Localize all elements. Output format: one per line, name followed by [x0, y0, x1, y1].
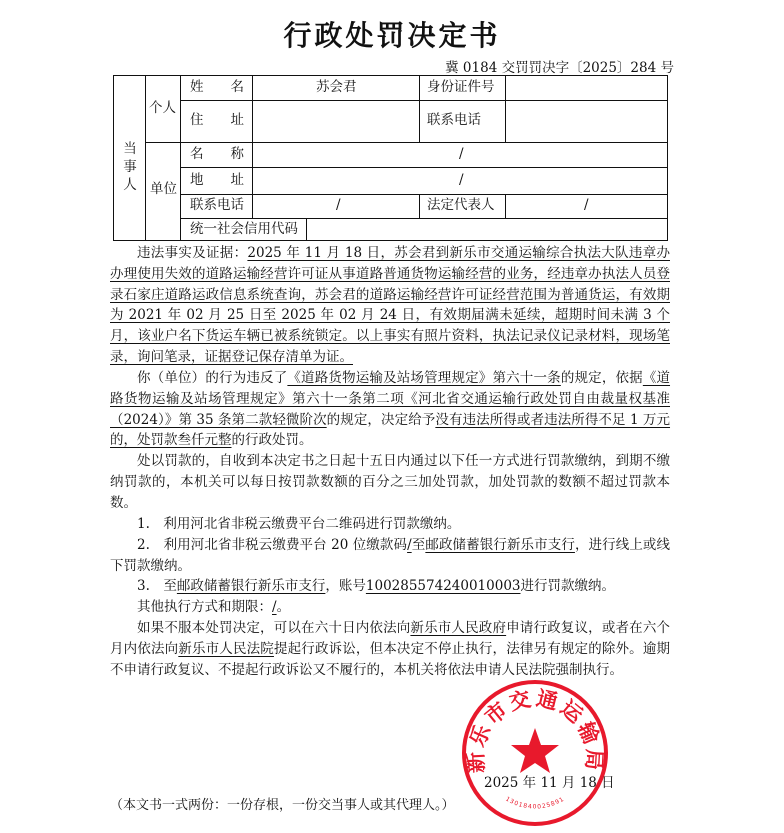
document-number: 冀 0184 交罚罚决字〔2025〕284 号: [445, 60, 674, 76]
appeal-paragraph: [110, 618, 670, 680]
method-3-text-b: ，账号: [325, 578, 366, 594]
seal-number: 1301840025891: [504, 795, 566, 811]
unit-phone-value: /: [336, 197, 341, 213]
unit-name-value: /: [459, 146, 464, 162]
document-title: 行政处罚决定书: [283, 19, 501, 52]
violation-text-3: 的规定，决定给予: [326, 411, 436, 428]
legal-basis: 《道路货物运输及站场管理规定》第六十一条第二项《河北省交通运输行政处罚自由裁量权基准（2024）》第 35 条第二款轻微阶次: [110, 370, 671, 428]
appeal-text-b: 申请行政复议，或者在六个月内依法向: [110, 620, 671, 657]
unit-label: 单位: [150, 181, 177, 197]
name-value: 苏会君: [316, 79, 357, 95]
seal-text: 新乐市交通运输局: [462, 685, 608, 774]
facts-lead: 违法事实及证据：: [137, 245, 248, 261]
party-label: 当事人: [123, 141, 137, 193]
method-3-bank: 邮政储蓄银行新乐市支行: [176, 578, 326, 594]
party-info-table: [113, 75, 668, 241]
phone-label: 联系电话: [427, 112, 481, 128]
penalty: 没有违法所得或者违法所得不足 1 万元的，处罚款叁仟元整: [110, 411, 671, 449]
payment-intro: 处以罚款的，自收到本决定书之日起十五日内通过以下任一方式进行罚款缴纳，到期不缴纳罚款的，本机关可以每日按罚款数额的百分之三加处罚款，加处罚款的数额不超过罚款本数。: [110, 453, 670, 511]
unit-address-label: 地 址: [190, 172, 244, 188]
method-2-bank: 邮政储蓄银行新乐市支行: [425, 537, 575, 553]
violated-law: 《道路货物运输及站场管理规定》第六十一条: [287, 370, 561, 386]
violation-text-4: 的行政处罚。: [231, 432, 313, 449]
payment-method-3: [110, 576, 670, 597]
review-authority: 新乐市人民政府: [410, 620, 507, 636]
name-label: 姓 名: [190, 79, 244, 95]
other-text-a: 其他执行方式和期限：: [137, 599, 272, 615]
facts-paragraph: [110, 243, 670, 368]
violation-paragraph: [110, 368, 670, 451]
legal-rep-value: /: [584, 197, 589, 213]
unit-name-label: 名 称: [190, 146, 244, 162]
violation-text-1: 你（单位）的行为违反了: [137, 370, 288, 386]
method-3-text-c: 进行罚款缴纳。: [520, 578, 615, 594]
credit-code-label: 统一社会信用代码: [190, 221, 298, 237]
unit-address-value: /: [459, 172, 464, 188]
address-label: 住 址: [190, 112, 244, 128]
other-value: /: [272, 599, 277, 615]
method-2-text-c: ，进行线上或线下罚款缴纳。: [110, 537, 671, 574]
legal-rep-label: 法定代表人: [427, 197, 495, 213]
appeal-text-a: 如果不服本处罚决定，可以在六十日内依法向: [137, 620, 411, 636]
method-2-text-b: 至: [411, 537, 426, 553]
id-label: 身份证件号: [427, 79, 495, 95]
issue-date: 2025 年 11 月 18 日: [484, 775, 615, 791]
unit-phone-label: 联系电话: [190, 197, 244, 213]
appeal-text-c: 提起行政诉讼，但本决定不停止执行，法律另有规定的除外。逾期不申请行政复议、不提起行政诉讼又不履行的，本机关将依法申请人民法院强制执行。: [110, 640, 671, 678]
method-2-text-a: 2. 利用河北省非税云缴费平台 20 位缴款码: [137, 537, 408, 553]
official-seal: [460, 678, 610, 828]
footer-note: （本文书一式两份：一份存根，一份交当事人或其代理人。）: [110, 798, 455, 813]
other-execution: [110, 597, 670, 618]
payment-code: /: [407, 537, 412, 553]
seal-star-icon: [511, 728, 559, 773]
account-number: 100285574240010003: [365, 578, 521, 594]
individual-label: 个人: [149, 100, 176, 116]
payment-method-1: 1. 利用河北省非税云缴费平台二维码进行罚款缴纳。: [137, 516, 461, 532]
method-3-text-a: 3. 至: [137, 578, 177, 594]
violation-text-2: 的规定，依据: [560, 370, 643, 386]
other-text-b: 。: [276, 599, 291, 615]
payment-method-2: [110, 535, 670, 577]
svg-text:1301840025891: [504, 796, 566, 811]
facts-text: 2025 年 11 月 18 日，苏会君到新乐市交通运输综合执法大队违章办办理使用失效的道路运输经营许可证从事道路普通货物运输经营的业务，经违章办执法人员登录石家庄道路运政信息系统查询，苏会君的道路运输经营许可证经营范围为普通货运，有效期为 2021 年 02 月 25 日至 2025 年 02 月 24 日，有效期届满未延续，超期时间未满 3 个月，该业户名下货运车辆已被系统锁定。以上事实有照片资料，执法记录仪记录材料，现场笔录，询问笔录，证据登记保存清单为证。: [110, 245, 670, 365]
court: 新乐市人民法院: [178, 640, 274, 657]
